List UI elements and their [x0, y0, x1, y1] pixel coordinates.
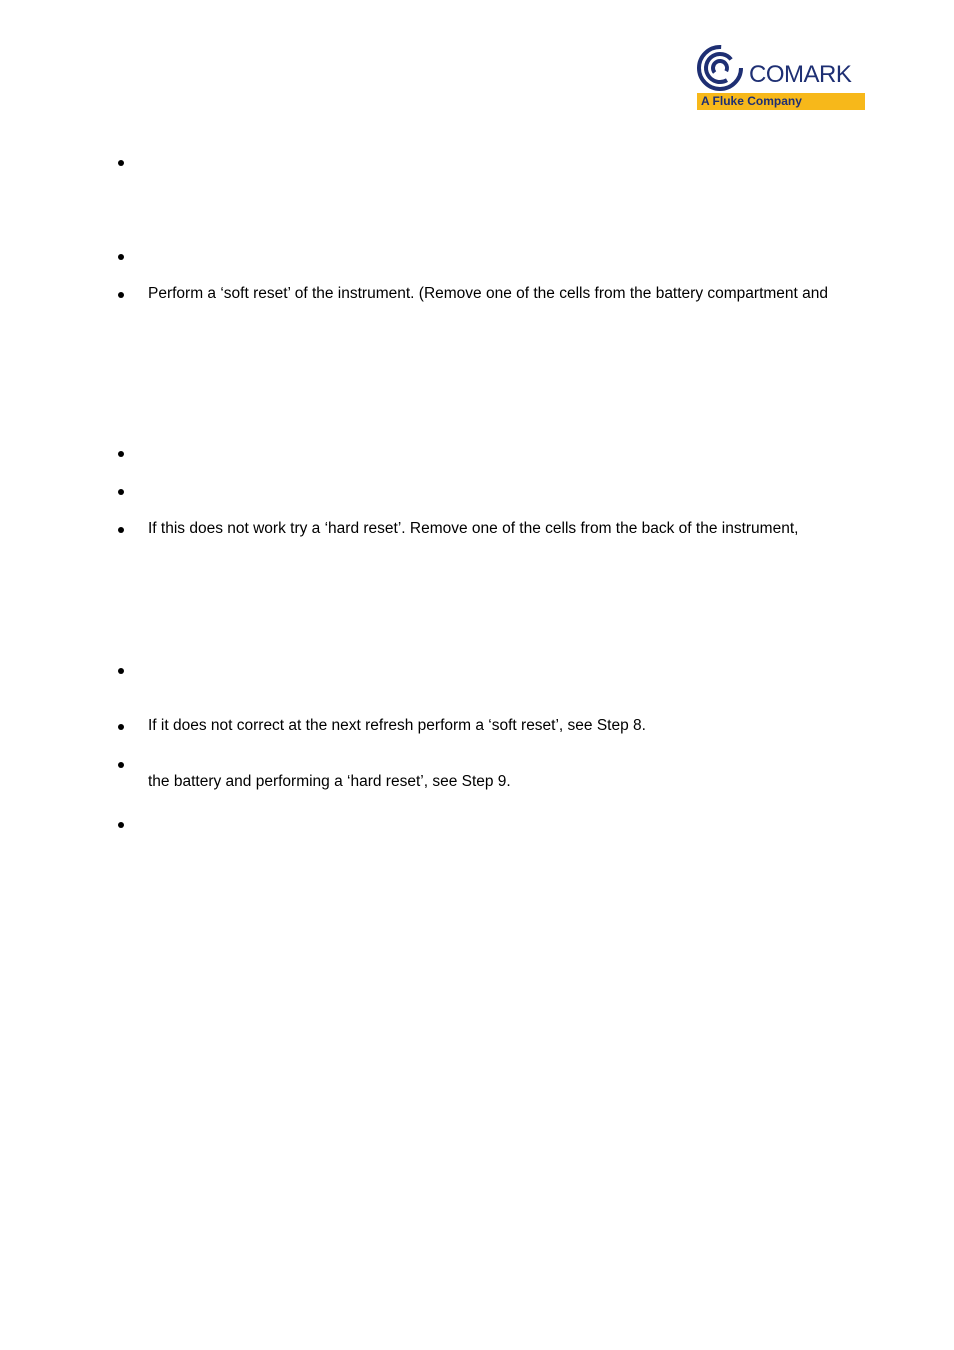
bullet-5 [118, 489, 124, 495]
bullet-9 [118, 762, 124, 768]
bullet-3 [118, 292, 124, 298]
bullet-10 [118, 822, 124, 828]
next-refresh-text: If it does not correct at the next refresh perform a ‘soft reset’, see Step 8. [148, 717, 646, 734]
bullet-2 [118, 254, 124, 260]
soft-reset-text: Perform a ‘soft reset’ of the instrument. (Remove one of the cells from the battery compartment and [148, 285, 829, 302]
bullet-1 [118, 160, 124, 166]
logo-tagline-bar [697, 93, 865, 110]
comark-logo [697, 45, 865, 113]
bullet-8 [118, 724, 124, 730]
battery-hard-reset-text: the battery and performing a ‘hard reset’, see Step 9. [148, 773, 511, 790]
bullet-4 [118, 451, 124, 457]
hard-reset-text: If this does not work try a ‘hard reset’. Remove one of the cells from the back of the instrument, [148, 520, 799, 537]
logo-tagline: A Fluke Company [701, 94, 802, 108]
bullet-7 [118, 668, 124, 674]
bullet-6 [118, 527, 124, 533]
comark-swirl-icon [697, 45, 743, 91]
logo-wordmark: COMARK [749, 61, 852, 88]
